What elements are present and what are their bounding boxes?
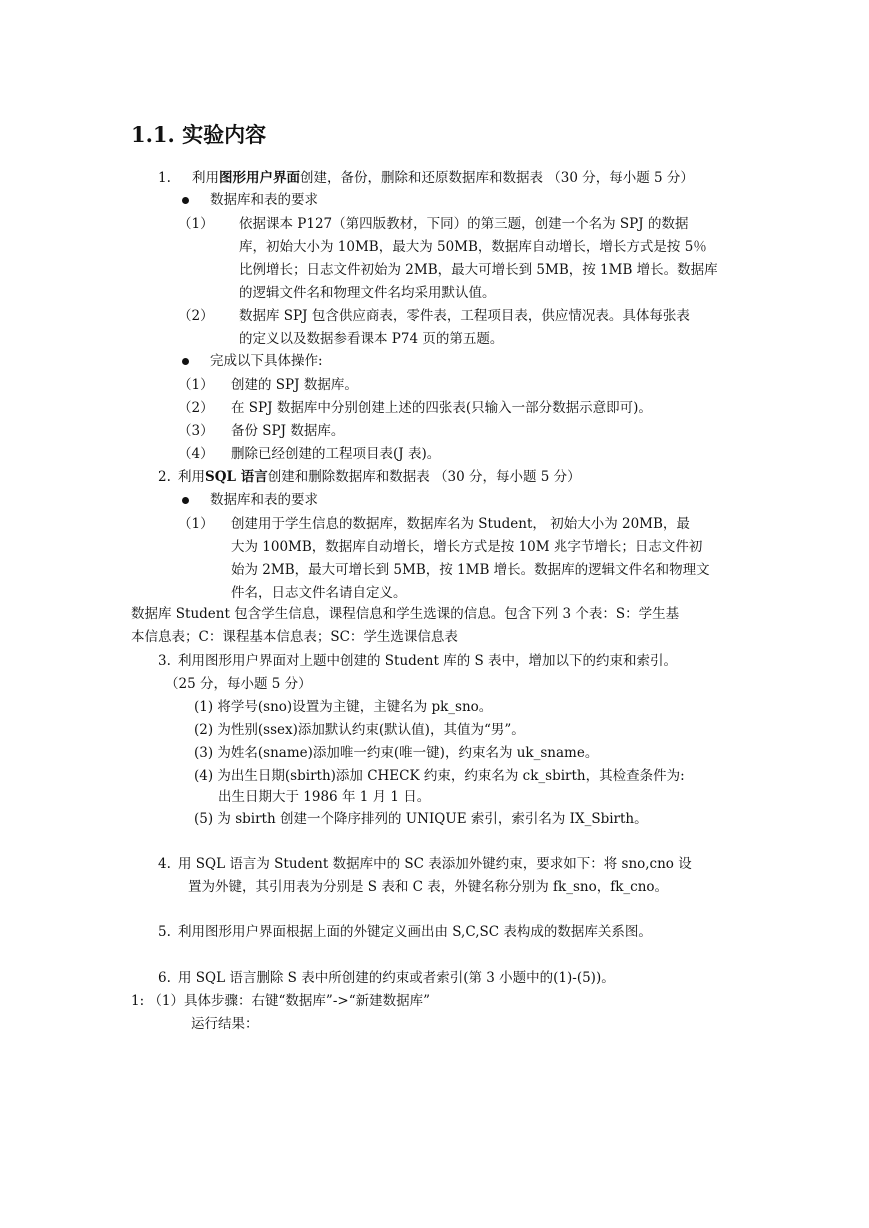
item-1-req-1-line: 比例增长；日志文件初始为 2MB，最大可增长到 5MB，按 1MB 增长。数据库 xyxy=(239,262,718,278)
item-1-heading xyxy=(192,167,694,190)
item-1-number: 1. xyxy=(158,170,171,186)
item-1-bullet-2-label: 完成以下具体操作: xyxy=(210,353,323,369)
item-1-req-1-line: 库，初始大小为 10MB，最大为 50MB，数据库自动增长，增长方式是按 5％ xyxy=(239,239,707,255)
item-6-line: 用 SQL 语言删除 S 表中所创建的约束或者索引(第 3 小题中的(1)-(5))。 xyxy=(178,970,615,986)
item-1-op-text: 在 SPJ 数据库中分别创建上述的四张表(只输入一部分数据示意即可)。 xyxy=(231,400,652,416)
item-5-line: 利用图形用户界面根据上面的外键定义画出由 S,C,SC 表构成的数据库关系图。 xyxy=(178,924,652,940)
item-2-heading xyxy=(178,466,581,489)
item-2-heading-post: 创建和删除数据库和数据表 （30 分，每小题 5 分） xyxy=(267,469,581,485)
item-1-op-text: 创建的 SPJ 数据库。 xyxy=(231,377,358,393)
item-3-number: 3. xyxy=(158,653,171,669)
item-1-heading-pre: 利用 xyxy=(192,170,219,186)
item-1-heading-bold: 图形用户界面 xyxy=(219,170,300,186)
item-3-line: 利用图形用户界面对上题中创建的 Student 库的 S 表中，增加以下的约束和索引。 xyxy=(178,653,678,669)
answer-result-label: 运行结果： xyxy=(191,1016,259,1032)
item-5-number: 5. xyxy=(158,924,171,940)
item-3-subitem: (4) 为出生日期(sbirth)添加 CHECK 约束，约束名为 ck_sbirth，其检查条件为: xyxy=(194,768,685,784)
item-4-number: 4. xyxy=(158,856,171,872)
item-1-op-text: 备份 SPJ 数据库。 xyxy=(231,423,345,439)
student-db-paragraph-line: 数据库 Student 包含学生信息，课程信息和学生选课的信息。包含下列 3 个表：S：学生基 xyxy=(131,606,680,622)
item-1-bullet-1-label: 数据库和表的要求 xyxy=(210,192,318,208)
item-3-subitem: (3) 为姓名(sname)添加唯一约束(唯一键)，约束名为 uk_sname。 xyxy=(194,745,599,761)
item-2-req-1-line: 大为 100MB，数据库自动增长，增长方式是按 10M 兆字节增长；日志文件初 xyxy=(231,539,703,555)
item-3-subitem: (5) 为 sbirth 创建一个降序排列的 UNIQUE 索引，索引名为 IX_Sbirth。 xyxy=(194,811,648,827)
item-6-number: 6. xyxy=(158,970,171,986)
item-1-op-number: （3） xyxy=(178,423,214,439)
item-3-line: （25 分，每小题 5 分） xyxy=(165,676,312,692)
item-2-bullet-1-label: 数据库和表的要求 xyxy=(210,492,318,508)
item-3-subitem: (2) 为性别(ssex)添加默认约束(默认值)，其值为“男”。 xyxy=(194,722,525,738)
item-3-subitem: (1) 将学号(sno)设置为主键，主键名为 pk_sno。 xyxy=(194,699,493,715)
bullet-icon xyxy=(182,358,189,365)
item-2-req-1-number: （1） xyxy=(178,516,214,532)
item-2-req-1-line: 件名，日志文件名请自定义。 xyxy=(231,585,407,601)
answer-step-line: 1: （1）具体步骤：右键“数据库”->“新建数据库” xyxy=(131,993,430,1009)
item-2-req-1-line: 创建用于学生信息的数据库，数据库名为 Student， 初始大小为 20MB，最 xyxy=(231,516,690,532)
item-1-op-number: （4） xyxy=(178,446,214,462)
item-4-line: 置为外键，其引用表为分别是 S 表和 C 表，外键名称分别为 fk_sno，fk_cno。 xyxy=(188,879,669,895)
bullet-icon xyxy=(182,197,189,204)
item-1-req-1-line: 依据课本 P127（第四版教材，下同）的第三题，创建一个名为 SPJ 的数据 xyxy=(239,216,689,232)
item-2-heading-pre: 利用 xyxy=(178,469,205,485)
item-3-subitem: 出生日期大于 1986 年 1 月 1 日。 xyxy=(218,789,431,805)
item-1-heading-post: 创建，备份，删除和还原数据库和数据表 （30 分，每小题 5 分） xyxy=(300,170,694,186)
item-1-req-2-line: 的定义以及数据参看课本 P74 页的第五题。 xyxy=(239,331,504,347)
item-2-req-1-line: 始为 2MB，最大可增长到 5MB，按 1MB 增长。数据库的逻辑文件名和物理文 xyxy=(231,562,710,578)
item-1-req-1-number: （1） xyxy=(178,216,214,232)
item-1-op-number: （1） xyxy=(178,377,214,393)
section-title: 1.1. 实验内容 xyxy=(131,122,267,147)
item-1-req-2-number: （2） xyxy=(178,308,214,324)
item-4-line: 用 SQL 语言为 Student 数据库中的 SC 表添加外键约束，要求如下：将 sno,cno 设 xyxy=(178,856,692,872)
item-2-heading-bold: SQL 语言 xyxy=(205,469,268,485)
item-1-op-text: 删除已经创建的工程项目表(J 表)。 xyxy=(231,446,441,462)
item-1-req-2-line: 数据库 SPJ 包含供应商表，零件表，工程项目表，供应情况表。具体每张表 xyxy=(239,308,690,324)
item-1-op-number: （2） xyxy=(178,400,214,416)
bullet-icon xyxy=(182,497,189,504)
item-2-number: 2. xyxy=(158,469,171,485)
item-1-req-1-line: 的逻辑文件名和物理文件名均采用默认值。 xyxy=(239,285,496,301)
student-db-paragraph-line: 本信息表；C：课程基本信息表；SC：学生选课信息表 xyxy=(131,629,458,645)
